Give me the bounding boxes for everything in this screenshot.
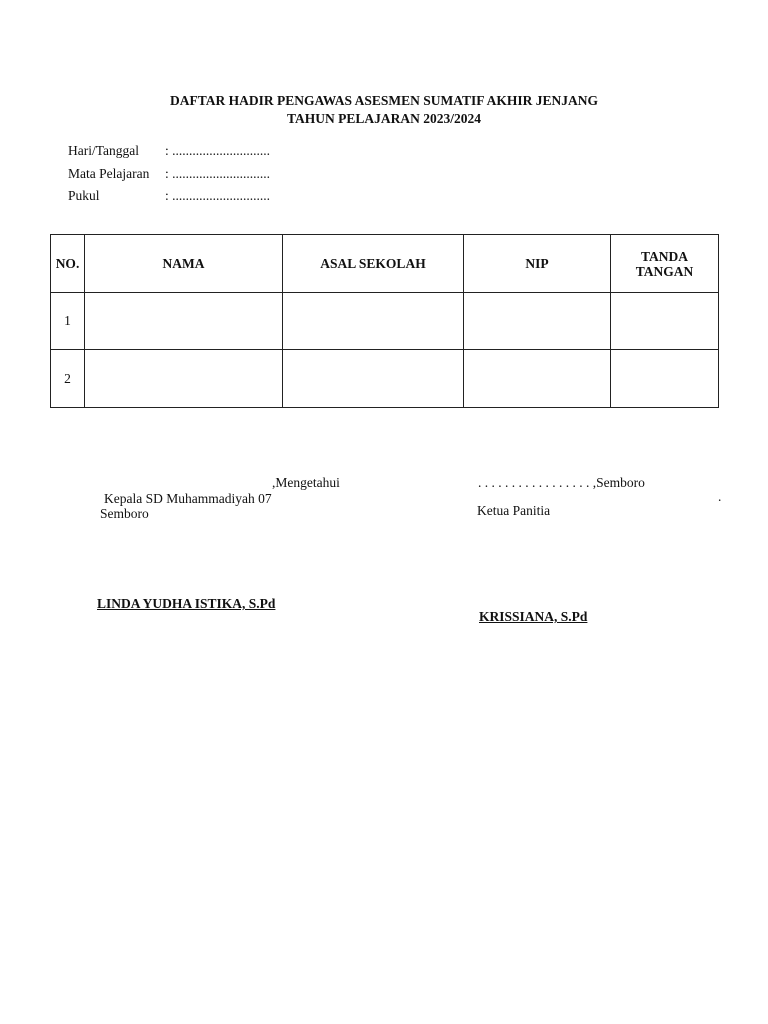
committee-role: Ketua Panitia — [477, 503, 551, 518]
cell-nama — [85, 350, 283, 408]
cell-tanda-tangan — [611, 293, 719, 350]
info-label-pukul: Pukul — [68, 188, 100, 203]
info-value-mata-pelajaran: : ............................. — [165, 166, 271, 181]
info-label-mata-pelajaran: Mata Pelajaran — [68, 166, 150, 181]
trailing-dot: . — [718, 489, 722, 504]
cell-asal-sekolah — [283, 350, 464, 408]
cell-asal-sekolah — [283, 293, 464, 350]
info-label-hari-tanggal: Hari/Tanggal — [68, 143, 140, 158]
principal-role-line-1: Kepala SD Muhammadiyah 07 — [104, 491, 272, 506]
committee-chair-name: KRISSIANA, S.Pd — [479, 609, 588, 624]
table-row — [51, 293, 719, 350]
document-title-line-1: DAFTAR HADIR PENGAWAS ASESMEN SUMATIF AKHIR JENJANG — [169, 93, 599, 108]
document-title-line-2: TAHUN PELAJARAN 2023/2024 — [286, 111, 481, 126]
cell-no: 1 — [51, 293, 85, 350]
header-tanda-tangan: TANDA TANGAN — [611, 235, 719, 293]
acknowledge-text: ,Mengetahui — [272, 475, 340, 490]
cell-no: 2 — [51, 350, 85, 408]
header-asal-sekolah: ASAL SEKOLAH — [283, 235, 464, 293]
cell-tanda-tangan — [611, 350, 719, 408]
place-date-text: . . . . . . . . . . . . . . . . . ,Semboro — [478, 475, 645, 490]
attendance-table — [50, 234, 719, 408]
cell-nama — [85, 293, 283, 350]
principal-role-line-2: Semboro — [100, 506, 149, 521]
header-no: NO. — [51, 235, 85, 293]
info-value-hari-tanggal: : ............................. — [165, 143, 271, 158]
table-row — [51, 350, 719, 408]
cell-nip — [464, 350, 611, 408]
info-value-pukul: : ............................. — [165, 188, 271, 203]
principal-name: LINDA YUDHA ISTIKA, S.Pd — [97, 596, 276, 611]
cell-nip — [464, 293, 611, 350]
table-header-row — [51, 235, 719, 293]
header-nip: NIP — [464, 235, 611, 293]
header-nama: NAMA — [85, 235, 283, 293]
